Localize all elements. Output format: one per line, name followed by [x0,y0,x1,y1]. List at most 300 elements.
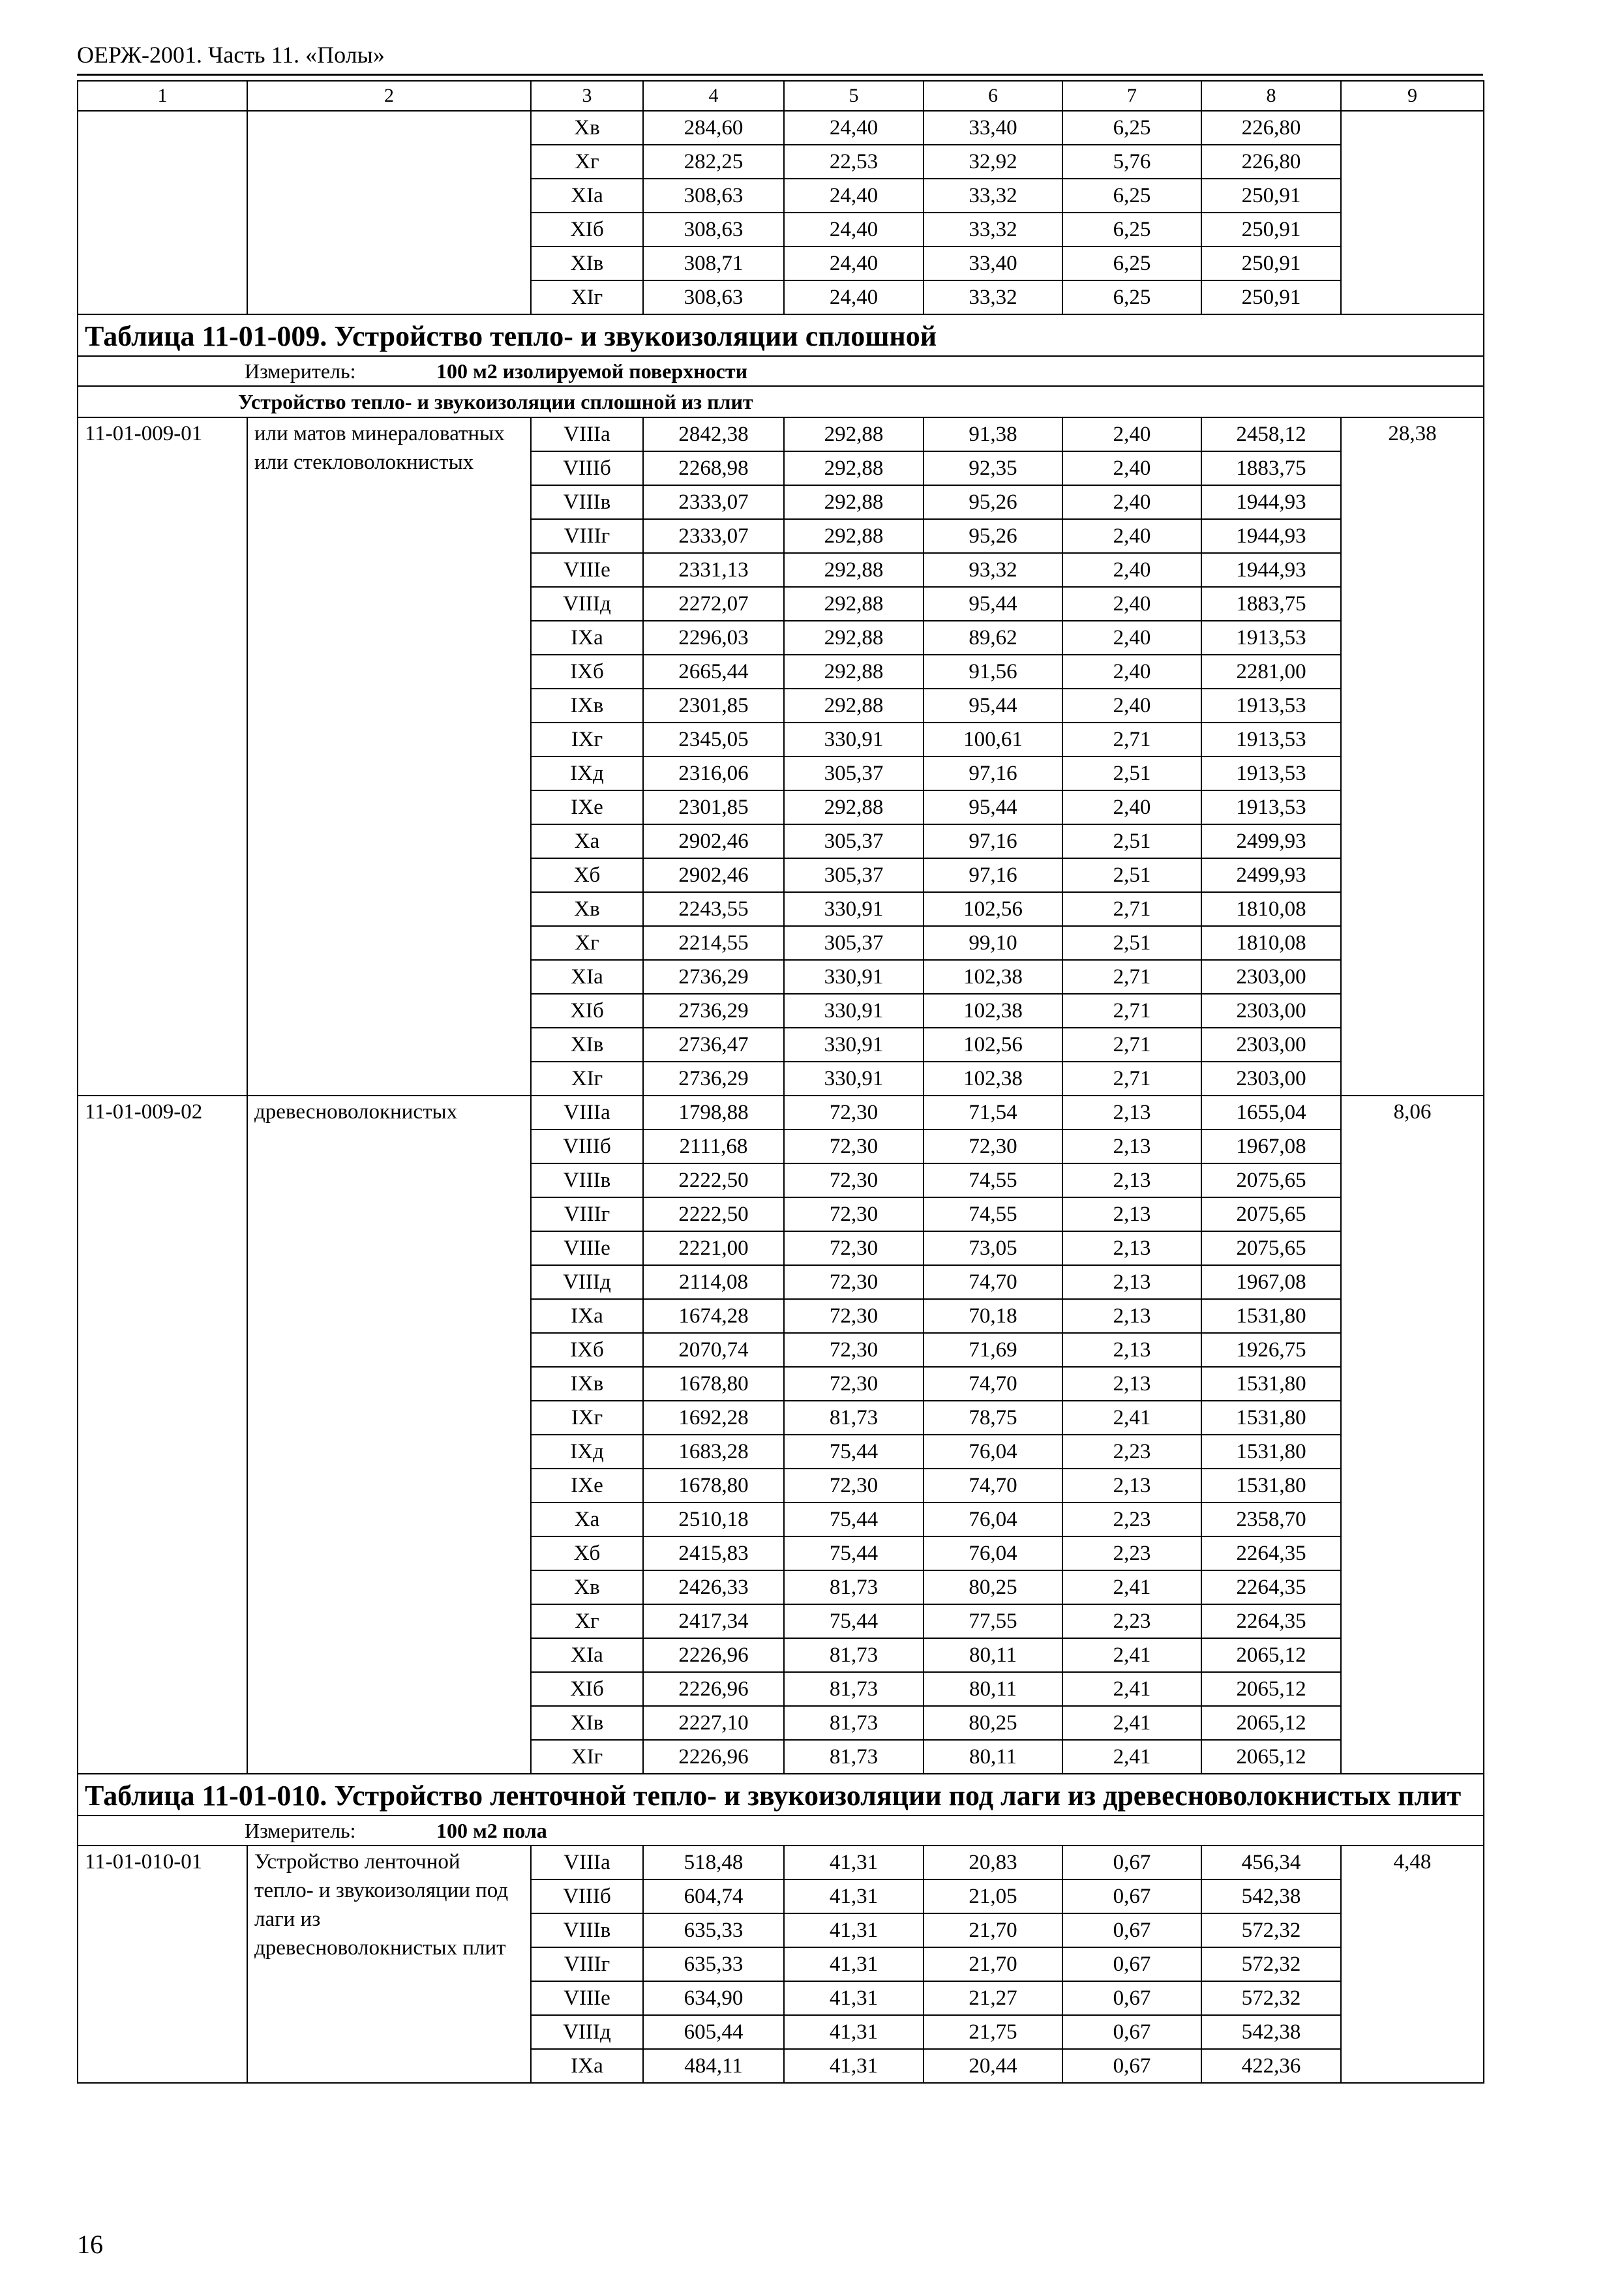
region-cell: IХа [531,621,643,655]
measure-label: Измеритель: [245,359,356,383]
value-cell: 93,32 [924,553,1062,587]
value-cell: 250,91 [1201,213,1341,247]
region-cell: Хг [531,1604,643,1638]
value-cell: 2221,00 [643,1231,784,1265]
value-cell: 2,41 [1062,1401,1201,1435]
value-cell: 2,13 [1062,1130,1201,1163]
value-cell: 1655,04 [1201,1096,1341,1130]
value-cell: 2075,65 [1201,1197,1341,1231]
region-cell: ХIг [531,1740,643,1774]
value-cell: 80,11 [924,1638,1062,1672]
value-cell: 72,30 [784,1333,924,1367]
value-cell: 2,13 [1062,1367,1201,1401]
value-cell: 292,88 [784,451,924,485]
value-cell: 6,25 [1062,280,1201,314]
value-cell: 0,67 [1062,1947,1201,1981]
value-cell: 2902,46 [643,824,784,858]
value-cell: 2736,29 [643,1062,784,1096]
region-cell: IХа [531,2049,643,2083]
value-cell: 292,88 [784,417,924,451]
value-cell: 2,13 [1062,1299,1201,1333]
value-cell: 102,38 [924,994,1062,1028]
value-cell: 1944,93 [1201,553,1341,587]
table-row [78,111,1484,145]
value-cell: 2,40 [1062,621,1201,655]
region-cell: VIIIг [531,1197,643,1231]
measure-cell [78,356,1484,386]
value-cell: 2114,08 [643,1265,784,1299]
value-cell: 97,16 [924,756,1062,790]
value-cell: 95,44 [924,790,1062,824]
value-cell: 5,76 [1062,145,1201,179]
value-cell: 2226,96 [643,1638,784,1672]
value-cell: 2665,44 [643,655,784,689]
value-cell: 74,55 [924,1197,1062,1231]
value-cell: 95,44 [924,689,1062,723]
value-cell: 21,75 [924,2015,1062,2049]
value-cell: 2902,46 [643,858,784,892]
value-cell: 71,69 [924,1333,1062,1367]
value-cell: 2111,68 [643,1130,784,1163]
value-cell: 2,40 [1062,655,1201,689]
value-cell: 2,71 [1062,723,1201,756]
value-cell: 2,40 [1062,689,1201,723]
value-cell: 2214,55 [643,926,784,960]
value-cell: 1798,88 [643,1096,784,1130]
region-cell: VIIIа [531,417,643,451]
value-cell: 24,40 [784,280,924,314]
value-cell: 305,37 [784,756,924,790]
value-cell: 1810,08 [1201,892,1341,926]
value-cell: 6,25 [1062,247,1201,280]
value-cell: 2426,33 [643,1570,784,1604]
value-cell: 292,88 [784,790,924,824]
page-number: 16 [77,2230,103,2259]
running-header: ОЕРЖ-2001. Часть 11. «Полы» [77,42,385,68]
region-cell: ХIв [531,1706,643,1740]
column-number: 6 [924,81,1062,111]
value-cell: 76,04 [924,1536,1062,1570]
value-cell: 77,55 [924,1604,1062,1638]
value-cell: 2,51 [1062,756,1201,790]
value-cell: 0,67 [1062,1913,1201,1947]
value-cell: 41,31 [784,1981,924,2015]
region-cell: Хб [531,1536,643,1570]
value-cell: 72,30 [784,1231,924,1265]
value-cell: 1531,80 [1201,1367,1341,1401]
value-cell: 2,13 [1062,1469,1201,1503]
value-cell: 2499,93 [1201,824,1341,858]
value-cell: 1944,93 [1201,519,1341,553]
value-cell: 292,88 [784,587,924,621]
value-cell: 74,55 [924,1163,1062,1197]
region-cell: IХе [531,790,643,824]
value-cell: 2333,07 [643,485,784,519]
region-cell: ХIб [531,1672,643,1706]
value-cell: 2842,38 [643,417,784,451]
name-cell-empty [247,111,531,314]
region-cell: VIIIв [531,485,643,519]
value-cell: 72,30 [784,1469,924,1503]
value-cell: 72,30 [784,1130,924,1163]
value-cell: 41,31 [784,1947,924,1981]
region-cell: VIIIб [531,1879,643,1913]
table-title-row [78,1774,1484,1816]
value-cell: 2243,55 [643,892,784,926]
value-cell: 2303,00 [1201,1062,1341,1096]
value-cell: 2417,34 [643,1604,784,1638]
region-cell: IХв [531,1367,643,1401]
value-cell: 41,31 [784,1879,924,1913]
value-cell: 456,34 [1201,1846,1341,1879]
value-cell: 91,38 [924,417,1062,451]
column-number: 4 [643,81,784,111]
subheading-row [78,386,1484,417]
value-cell: 2075,65 [1201,1163,1341,1197]
value-cell: 102,38 [924,960,1062,994]
value-cell: 308,63 [643,213,784,247]
region-cell: VIIIв [531,1163,643,1197]
value-cell: 2301,85 [643,689,784,723]
column-number: 2 [247,81,531,111]
value-cell: 2,51 [1062,858,1201,892]
region-cell: Хг [531,145,643,179]
value-cell: 330,91 [784,994,924,1028]
value-cell: 2226,96 [643,1672,784,1706]
value-cell: 71,54 [924,1096,1062,1130]
region-cell: VIIIв [531,1913,643,1947]
value-cell: 2,13 [1062,1265,1201,1299]
region-cell: Ха [531,1503,643,1536]
region-cell: VIIIа [531,1096,643,1130]
value-cell: 2,23 [1062,1435,1201,1469]
region-cell: VIIIе [531,1981,643,2015]
value-cell: 634,90 [643,1981,784,2015]
value-cell: 100,61 [924,723,1062,756]
value-cell: 330,91 [784,723,924,756]
value-cell: 1926,75 [1201,1333,1341,1367]
value-cell: 1913,53 [1201,621,1341,655]
value-cell: 330,91 [784,1028,924,1062]
value-cell: 33,32 [924,280,1062,314]
value-cell: 226,80 [1201,111,1341,145]
column-number: 1 [78,81,247,111]
value-cell: 0,67 [1062,2049,1201,2083]
value-cell: 330,91 [784,892,924,926]
value-cell: 282,25 [643,145,784,179]
value-cell: 2070,74 [643,1333,784,1367]
value-cell: 72,30 [784,1096,924,1130]
value-cell: 1531,80 [1201,1435,1341,1469]
value-cell: 330,91 [784,960,924,994]
value-cell: 2272,07 [643,587,784,621]
value-cell: 1678,80 [643,1367,784,1401]
value-cell: 41,31 [784,1913,924,1947]
value-cell: 542,38 [1201,1879,1341,1913]
value-cell: 33,40 [924,111,1062,145]
value-cell: 308,63 [643,280,784,314]
value-cell: 92,35 [924,451,1062,485]
value-cell: 1810,08 [1201,926,1341,960]
value-cell: 2,41 [1062,1672,1201,1706]
region-cell: ХIа [531,179,643,213]
column-number: 9 [1341,81,1484,111]
region-cell: VIIIд [531,1265,643,1299]
table-row [78,417,1484,451]
value-cell: 102,38 [924,1062,1062,1096]
value-cell: 2303,00 [1201,960,1341,994]
value-cell: 81,73 [784,1706,924,1740]
value-cell: 21,70 [924,1913,1062,1947]
value-cell: 284,60 [643,111,784,145]
value-cell: 2065,12 [1201,1638,1341,1672]
value-cell: 2,40 [1062,485,1201,519]
value-cell: 2333,07 [643,519,784,553]
value-cell: 2,13 [1062,1163,1201,1197]
value-cell: 102,56 [924,892,1062,926]
value-cell: 2,13 [1062,1333,1201,1367]
value-cell: 76,04 [924,1503,1062,1536]
value-cell: 2,40 [1062,519,1201,553]
value-cell: 2,40 [1062,553,1201,587]
value-cell: 1913,53 [1201,689,1341,723]
region-cell: IХе [531,1469,643,1503]
value-cell: 518,48 [643,1846,784,1879]
value-cell: 99,10 [924,926,1062,960]
value-cell: 1913,53 [1201,723,1341,756]
measure-cell [78,1816,1484,1846]
value-cell: 6,25 [1062,179,1201,213]
rates-table-body [78,81,1484,2083]
col9-cell-empty [1341,111,1484,314]
region-cell: VIIIг [531,519,643,553]
value-cell: 72,30 [784,1299,924,1333]
value-cell: 2222,50 [643,1197,784,1231]
value-cell: 1944,93 [1201,485,1341,519]
value-cell: 2,71 [1062,994,1201,1028]
value-cell: 89,62 [924,621,1062,655]
value-cell: 1913,53 [1201,790,1341,824]
region-cell: IХа [531,1299,643,1333]
value-cell: 33,40 [924,247,1062,280]
value-cell: 2,41 [1062,1570,1201,1604]
value-cell: 1913,53 [1201,756,1341,790]
value-cell: 1531,80 [1201,1401,1341,1435]
value-cell: 33,32 [924,213,1062,247]
column-number: 5 [784,81,924,111]
table-title: Таблица 11-01-010. Устройство ленточной тепло- и звукоизоляции под лаги из древесноволокнистых плит [78,1774,1484,1816]
value-cell: 292,88 [784,655,924,689]
region-cell: ХIа [531,960,643,994]
col9-value: 28,38 [1341,417,1484,1096]
value-cell: 24,40 [784,247,924,280]
value-cell: 91,56 [924,655,1062,689]
value-cell: 2,13 [1062,1231,1201,1265]
value-cell: 2,23 [1062,1503,1201,1536]
rate-name: древесноволокнистых [247,1096,531,1774]
value-cell: 2,51 [1062,824,1201,858]
region-cell: ХIв [531,1028,643,1062]
rate-code: 11-01-009-01 [78,417,247,1096]
region-cell: Ха [531,824,643,858]
region-cell: VIIIд [531,587,643,621]
value-cell: 1683,28 [643,1435,784,1469]
value-cell: 2,40 [1062,417,1201,451]
value-cell: 75,44 [784,1536,924,1570]
region-cell: ХIа [531,1638,643,1672]
table-title-row [78,314,1484,356]
value-cell: 21,05 [924,1879,1062,1913]
value-cell: 6,25 [1062,111,1201,145]
value-cell: 330,91 [784,1062,924,1096]
rate-code: 11-01-009-02 [78,1096,247,1774]
header-rule [77,74,1483,76]
value-cell: 1674,28 [643,1299,784,1333]
value-cell: 80,11 [924,1740,1062,1774]
value-cell: 80,25 [924,1570,1062,1604]
value-cell: 1883,75 [1201,587,1341,621]
value-cell: 41,31 [784,2049,924,2083]
value-cell: 2065,12 [1201,1672,1341,1706]
region-cell: IХв [531,689,643,723]
value-cell: 78,75 [924,1401,1062,1435]
region-cell: VIIIе [531,553,643,587]
region-cell: VIIIб [531,1130,643,1163]
value-cell: 2268,98 [643,451,784,485]
value-cell: 24,40 [784,179,924,213]
region-cell: Хв [531,1570,643,1604]
value-cell: 74,70 [924,1469,1062,1503]
value-cell: 0,67 [1062,1846,1201,1879]
value-cell: 1678,80 [643,1469,784,1503]
value-cell: 2075,65 [1201,1231,1341,1265]
value-cell: 572,32 [1201,1947,1341,1981]
region-cell: VIIIб [531,451,643,485]
column-number: 8 [1201,81,1341,111]
value-cell: 1967,08 [1201,1265,1341,1299]
value-cell: 422,36 [1201,2049,1341,2083]
region-cell: VIIIе [531,1231,643,1265]
measure-label: Измеритель: [245,1819,356,1842]
value-cell: 72,30 [784,1367,924,1401]
column-number-row [78,81,1484,111]
value-cell: 81,73 [784,1401,924,1435]
value-cell: 95,26 [924,485,1062,519]
column-number: 7 [1062,81,1201,111]
value-cell: 21,27 [924,1981,1062,2015]
value-cell: 81,73 [784,1672,924,1706]
value-cell: 2222,50 [643,1163,784,1197]
value-cell: 572,32 [1201,1981,1341,2015]
value-cell: 21,70 [924,1947,1062,1981]
value-cell: 2264,35 [1201,1570,1341,1604]
value-cell: 2358,70 [1201,1503,1341,1536]
region-cell: IХб [531,655,643,689]
col9-value: 4,48 [1341,1846,1484,2083]
value-cell: 32,92 [924,145,1062,179]
table-title: Таблица 11-01-009. Устройство тепло- и звукоизоляции сплошной [78,314,1484,356]
rate-name: или матов минераловатных или стекловолокнистых [247,417,531,1096]
value-cell: 605,44 [643,2015,784,2049]
region-cell: ХIб [531,994,643,1028]
value-cell: 0,67 [1062,2015,1201,2049]
value-cell: 1531,80 [1201,1299,1341,1333]
value-cell: 2296,03 [643,621,784,655]
value-cell: 2226,96 [643,1740,784,1774]
rate-code: 11-01-010-01 [78,1846,247,2083]
value-cell: 73,05 [924,1231,1062,1265]
value-cell: 305,37 [784,926,924,960]
value-cell: 41,31 [784,1846,924,1879]
subheading: Устройство тепло- и звукоизоляции сплошной из плит [78,386,1484,417]
value-cell: 70,18 [924,1299,1062,1333]
region-cell: Хб [531,858,643,892]
value-cell: 2415,83 [643,1536,784,1570]
value-cell: 1531,80 [1201,1469,1341,1503]
value-cell: 308,71 [643,247,784,280]
value-cell: 2065,12 [1201,1740,1341,1774]
value-cell: 33,32 [924,179,1062,213]
value-cell: 292,88 [784,485,924,519]
table-row [78,1846,1484,1879]
value-cell: 2,40 [1062,451,1201,485]
value-cell: 24,40 [784,213,924,247]
region-cell: IХд [531,1435,643,1469]
region-cell: IХг [531,1401,643,1435]
value-cell: 2303,00 [1201,1028,1341,1062]
value-cell: 2345,05 [643,723,784,756]
value-cell: 2281,00 [1201,655,1341,689]
value-cell: 2736,47 [643,1028,784,1062]
value-cell: 72,30 [784,1163,924,1197]
region-cell: IХд [531,756,643,790]
value-cell: 72,30 [924,1130,1062,1163]
table-row [78,1096,1484,1130]
region-cell: VIIIг [531,1947,643,1981]
value-cell: 81,73 [784,1570,924,1604]
region-cell: VIIIд [531,2015,643,2049]
measure-row [78,356,1484,386]
value-cell: 2264,35 [1201,1536,1341,1570]
value-cell: 1692,28 [643,1401,784,1435]
region-cell: ХIв [531,247,643,280]
value-cell: 2,41 [1062,1638,1201,1672]
value-cell: 41,31 [784,2015,924,2049]
value-cell: 2,40 [1062,790,1201,824]
value-cell: 2,71 [1062,1028,1201,1062]
region-cell: ХIг [531,1062,643,1096]
value-cell: 484,11 [643,2049,784,2083]
value-cell: 75,44 [784,1604,924,1638]
value-cell: 74,70 [924,1367,1062,1401]
value-cell: 0,67 [1062,1879,1201,1913]
value-cell: 20,83 [924,1846,1062,1879]
value-cell: 292,88 [784,519,924,553]
region-cell: VIIIа [531,1846,643,1879]
value-cell: 72,30 [784,1265,924,1299]
region-cell: Хв [531,892,643,926]
value-cell: 305,37 [784,824,924,858]
col9-value: 8,06 [1341,1096,1484,1774]
value-cell: 604,74 [643,1879,784,1913]
value-cell: 24,40 [784,111,924,145]
value-cell: 6,25 [1062,213,1201,247]
value-cell: 81,73 [784,1740,924,1774]
rates-table [77,80,1484,2084]
value-cell: 97,16 [924,824,1062,858]
value-cell: 74,70 [924,1265,1062,1299]
value-cell: 2,41 [1062,1706,1201,1740]
